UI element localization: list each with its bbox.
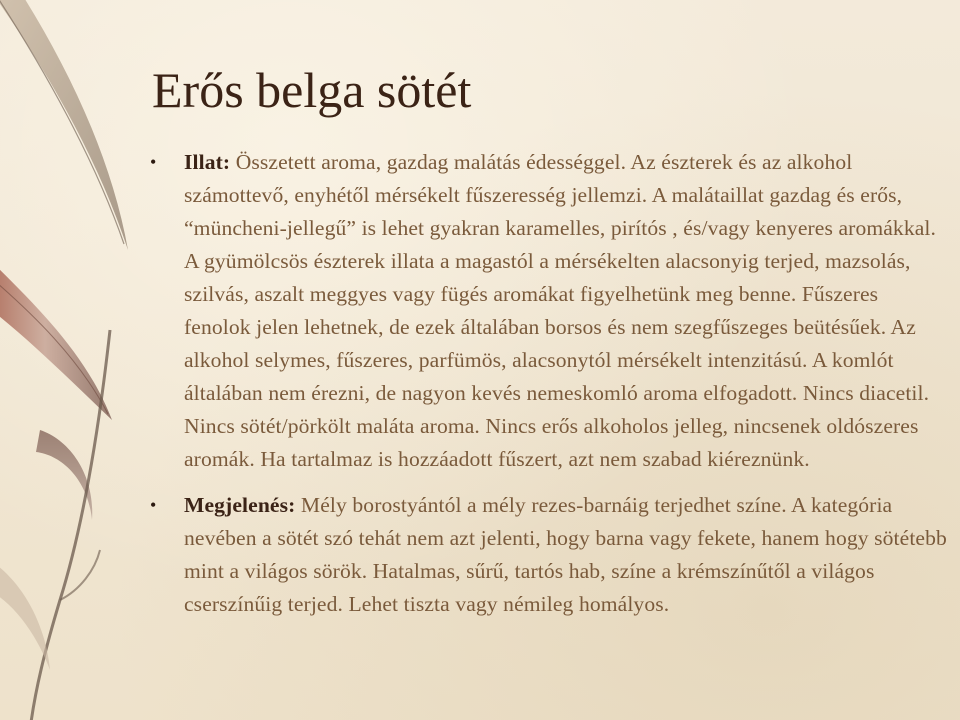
slide-title: Erős belga sötét — [152, 62, 472, 118]
bullet-text: Összetett aroma, gazdag malátás édességgel. Az észterek és az alkohol számottevő, enyhétől mérsékelt fűszeresség jellemzi. A malátaillat gazdag és erős, “müncheni-jellegű” is lehet gyakran karamelles, pirítós , és/vagy kenyeres aromákkal. A gyümölcsös észterek illata a magastól a mérsékelten alacsonyig terjed, mazsolás, szilvás, aszalt meggyes vagy fügés aromákat figyelhetünk meg benne. Fűszeres fenolok jelen lehetnek, de ezek általában borsos és nem szegfűszeges beütésűek. Az alkohol selymes, fűszeres, parfümös, alacsonytól mérsékelt intenzitású. A komlót általában nem érezni, de nagyon kevés nemeskomló aroma elfogadott. Nincs diacetil. Nincs sötét/pörkölt maláta aroma. Nincs erős alkoholos jelleg, nincsenek oldószeres aromák. Ha tartalmaz is hozzáadott fűszert, azt nem szabad kiéreznünk. — [184, 150, 937, 471]
bullet-text: Mély borostyántól a mély rezes-barnáig terjedhet színe. A kategória nevében a sötét szó tehát nem azt jelenti, hogy barna vagy fekete, hanem hogy sötétebb mint a világos sörök. Hatalmas, sűrű, tartós hab, színe a krémszínűtől a világos cserszínűig terjed. Lehet tiszta vagy némileg homályos. — [184, 493, 947, 616]
bullet-item-megjelenes — [148, 489, 948, 621]
leaf-shape — [36, 430, 92, 520]
bullet-label: Megjelenés: — [184, 493, 301, 517]
bullet-list — [148, 146, 948, 621]
bullet-label: Illat: — [184, 150, 236, 174]
stem-shape — [30, 330, 110, 720]
leaf-shape — [0, 0, 128, 250]
leaf-shape — [0, 560, 50, 670]
leaf-shape — [0, 250, 112, 420]
bullet-item-illat — [148, 146, 948, 476]
bullet-icon: • — [150, 495, 157, 515]
dried-leaves-decoration — [0, 0, 160, 720]
bullet-icon: • — [150, 152, 157, 172]
